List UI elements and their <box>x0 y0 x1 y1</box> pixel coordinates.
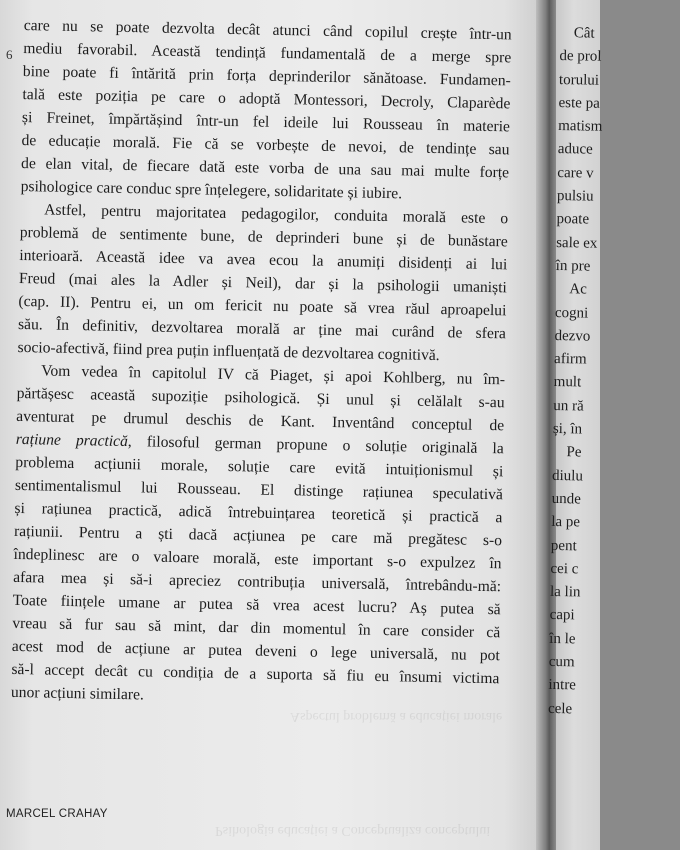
text-line: problema acțiunii morale, soluție care evită intuiționismul și <box>15 453 504 481</box>
body-text <box>11 14 512 713</box>
text-line: părtășesc această supoziție psihologică. Și unul și celălalt s-au <box>16 384 505 412</box>
text-line: cogni <box>554 304 589 322</box>
text-line: capi <box>549 607 575 624</box>
text-line: de elan vital, de fiecare dată este vorba de una sau mai multe forțe <box>20 154 510 182</box>
text-line: la pe <box>551 514 581 531</box>
bleed-through-text: Aspectul problemă a educației morale <box>290 709 503 724</box>
text-line: care nu se poate dezvolta decât atunci când copilul crește într-un <box>23 16 512 44</box>
text-line: torului <box>558 71 600 89</box>
text-line: care v <box>557 164 594 182</box>
text-line: poate <box>556 211 590 228</box>
text-line: aduce <box>557 141 593 159</box>
margin-number: 6 <box>6 47 13 62</box>
text-line: bine poate fi întărită prin forța deprinderilor sănătoase. Fundamen- <box>22 62 511 90</box>
text-line: sentimentalismul lui Rousseau. El distinge rațiunea speculativă <box>14 476 504 504</box>
text-line: (cap. II). Pentru ei, un om fericit nu poate să vrea răul aproapelui <box>18 292 507 320</box>
text-line: îndeplinesc are o valoare morală, este important s-o expulzez în <box>13 545 502 573</box>
text-line: acest mod de acțiune ar putea deveni o lege universală, nu pot <box>11 637 500 665</box>
text-line: sale ex <box>556 234 598 252</box>
text-line: un ră <box>553 397 584 415</box>
text-line: de educație morală. Fie că se vorbește de nevoi, de tendințe sau <box>21 131 510 159</box>
text-line: și, în <box>552 420 583 438</box>
text-line: Astfel, pentru majoritatea pedagogilor, conduita morală este o <box>44 201 509 228</box>
text-line: în le <box>549 630 576 648</box>
text-line: să-l accept decât cu condiția de a suporta să fiu eu însumi victima <box>11 660 500 688</box>
text-line: dezvo <box>554 327 591 345</box>
text-line: cum <box>548 653 575 671</box>
text-line: Vom vedea în capitolul IV că Piaget, și apoi Kohlberg, nu îm- <box>40 362 506 389</box>
text-line: Toate ființele umane ar putea să vrea acest lucru? Aș putea să <box>12 591 501 619</box>
text-line: psihologice care conduc spre înțelegere, solidaritate și iubire. <box>20 177 403 203</box>
text-line: de prol <box>559 48 602 66</box>
text-line: și rațiunea practică, adică întrebuințarea teoretică și practică a <box>14 499 503 527</box>
text-line: matism <box>558 118 603 135</box>
text-line: mediu favorabil. Această tendință fundamentală de a merge spre <box>23 39 512 67</box>
text-line: și Freinet, împărtășind într-un fel ideile lui Rousseau în materie <box>21 108 511 136</box>
text-line: rațiunii. Pentru a ști dacă acțiunea pe care mă pregătesc s-o <box>13 522 503 550</box>
text-line: său. În definitiv, dezvoltarea morală ar ține mai curând de sfera <box>17 315 507 343</box>
text-line: este pa <box>558 94 600 112</box>
text-line: Freud (mai ales la Adler și Neil), dar și la psihologii umaniști <box>18 269 507 297</box>
text-line: intre <box>548 677 577 694</box>
text-line: afara mea și să-i apreciez contribuția universală, întrebându-mă: <box>13 568 502 596</box>
text-line: aventurat pe drumul deschis de Kant. Inventând conceptul de <box>16 407 505 435</box>
text-line: socio-afectivă, fiind prea puțin influențată de dezvoltarea cognitivă. <box>17 338 440 365</box>
text-line: Pe <box>566 444 582 461</box>
italic-term: rațiune practică <box>15 430 129 451</box>
text-line: unde <box>551 490 581 508</box>
text-line: pent <box>550 537 577 554</box>
text-line: interioară. Această idee va avea ecou la anumiți disidenți ai lui <box>19 246 508 274</box>
text-line: cele <box>547 700 573 717</box>
text-line-rest: , filosoful german propune o soluție originală la <box>127 433 504 458</box>
text-line: la lin <box>549 584 581 601</box>
text-line: afirm <box>553 351 587 368</box>
text-line: Ac <box>569 281 587 298</box>
text-line: problemă de sentimente bune, de deprinderi bune și de bunăstare <box>19 223 508 251</box>
text-line: diulu <box>551 467 584 485</box>
text-line: cei c <box>550 560 579 578</box>
text-line: pulsiu <box>556 188 594 205</box>
text-line: tală este poziția pe care o adoptă Montessori, Decroly, Claparède <box>22 85 511 113</box>
right-page <box>547 0 603 850</box>
text-line: mult <box>553 374 582 391</box>
running-footer-author: MARCEL CRAHAY <box>6 808 108 820</box>
bleed-through-text: Psihologia educației a Conceptualiza conceptului <box>215 823 491 838</box>
text-line: unor acțiuni similare. <box>10 683 145 704</box>
right-page-text <box>548 22 680 723</box>
text-line: în pre <box>555 257 591 275</box>
text-line: Cât <box>573 25 595 42</box>
text-line: vreau să fur sau să mint, dar din momentul în care consider că <box>12 614 501 642</box>
